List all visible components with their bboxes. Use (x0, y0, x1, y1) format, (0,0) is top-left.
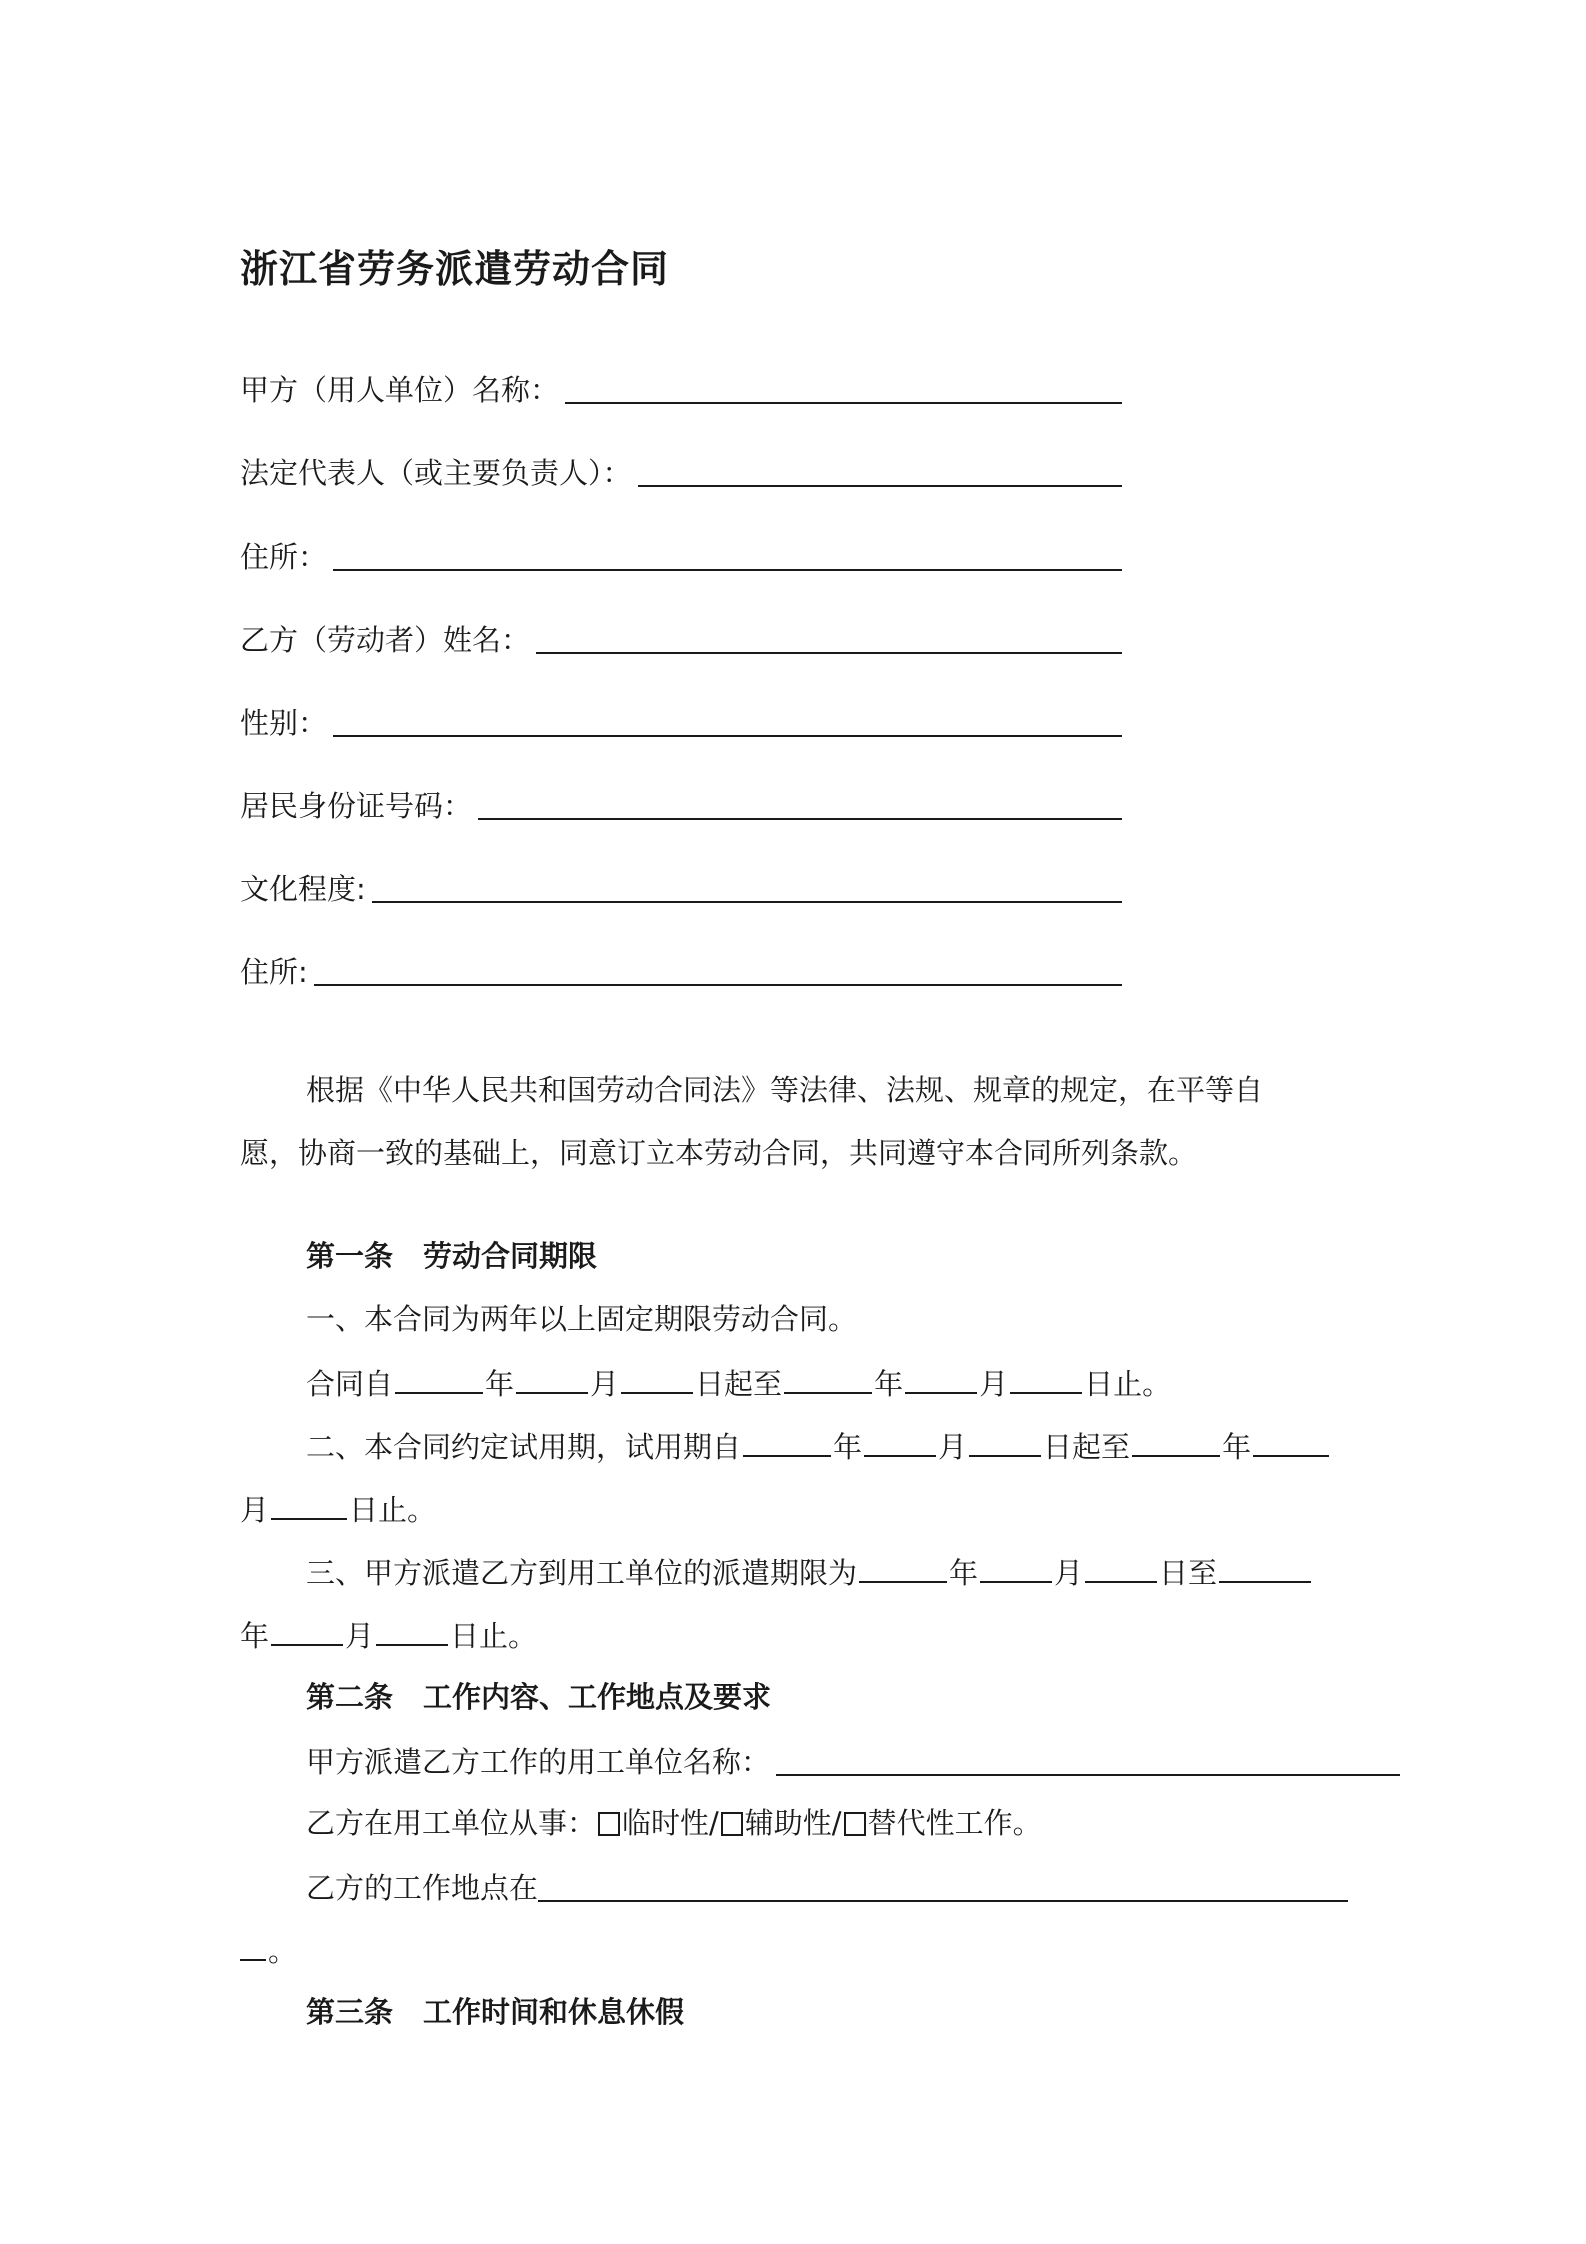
article-title: 劳动合同期限 (423, 1239, 598, 1273)
blank-location-continued[interactable] (240, 1929, 266, 1961)
substitute-checkbox[interactable] (844, 1812, 866, 1836)
blank-dispatch-start-day[interactable] (1085, 1551, 1157, 1583)
contract-term-line: 合同自 年 月 日起至 年 月 日止。 (306, 1362, 1171, 1404)
blank-probation-start-year[interactable] (743, 1425, 831, 1457)
work-location-continuation: 。 (240, 1929, 297, 1971)
blank-probation-start-month[interactable] (864, 1425, 936, 1457)
article-1-heading (306, 1236, 597, 1276)
blank-end-year[interactable] (784, 1362, 872, 1394)
work-nature-line: 乙方在用工单位从事： 临时性/ 辅助性/ 替代性工作。 (306, 1806, 1042, 1840)
field-label: 性别： (240, 706, 328, 740)
blank-probation-end-year[interactable] (1132, 1425, 1220, 1457)
blank-start-day[interactable] (621, 1362, 693, 1394)
fill-in-line[interactable] (638, 455, 1122, 487)
fill-in-line[interactable] (333, 539, 1122, 571)
field-label: 甲方（用人单位）名称： (240, 373, 560, 407)
blank-probation-end-day[interactable] (271, 1488, 347, 1520)
worker-name-field (240, 614, 1122, 660)
work-location-field (306, 1862, 1348, 1908)
worker-address-field (240, 946, 1122, 992)
employing-unit-field (306, 1736, 1400, 1782)
blank-end-day[interactable] (1010, 1362, 1082, 1394)
article-2-heading (306, 1677, 771, 1717)
probation-line-1: 二、本合同约定试用期，试用期自 年 月 日起至 年 (306, 1425, 1331, 1467)
field-label: 乙方（劳动者）姓名： (240, 623, 531, 657)
dispatch-term-line-2: 年 月 日止。 (240, 1614, 537, 1656)
field-label: 居民身份证号码： (240, 789, 473, 823)
fill-in-line[interactable] (538, 1870, 1348, 1902)
blank-dispatch-end-day[interactable] (376, 1614, 448, 1646)
fill-in-line[interactable] (333, 705, 1122, 737)
blank-probation-start-day[interactable] (969, 1425, 1041, 1457)
fill-in-line[interactable] (314, 954, 1122, 986)
blank-end-month[interactable] (905, 1362, 977, 1394)
blank-start-month[interactable] (516, 1362, 588, 1394)
id-number-field (240, 780, 1122, 826)
field-label: 文化程度: (240, 872, 366, 906)
blank-dispatch-end-year[interactable] (1219, 1551, 1311, 1583)
article-number: 第三条 (306, 1995, 394, 2029)
temporary-checkbox[interactable] (598, 1812, 620, 1836)
auxiliary-checkbox[interactable] (721, 1812, 743, 1836)
fill-in-line[interactable] (478, 788, 1122, 820)
education-field (240, 863, 1122, 909)
legal-representative-field (240, 447, 1122, 493)
preamble-line-1: 根据《中华人民共和国劳动合同法》等法律、法规、规章的规定，在平等自 (306, 1073, 1264, 1107)
blank-start-year[interactable] (395, 1362, 483, 1394)
article-title: 工作内容、工作地点及要求 (423, 1680, 772, 1714)
field-label: 住所: (240, 955, 308, 989)
gender-field (240, 697, 1122, 743)
preamble-line-2: 愿，协商一致的基础上，同意订立本劳动合同，共同遵守本合同所列条款。 (240, 1136, 1198, 1170)
article-number: 第二条 (306, 1680, 394, 1714)
field-label: 甲方派遣乙方工作的用工单位名称： (306, 1745, 771, 1779)
field-label: 乙方的工作地点在 (306, 1871, 539, 1905)
blank-dispatch-end-month[interactable] (271, 1614, 343, 1646)
employer-address-field (240, 531, 1122, 577)
article-title: 工作时间和休息休假 (423, 1995, 685, 2029)
blank-probation-end-month[interactable] (1253, 1425, 1329, 1457)
fill-in-line[interactable] (776, 1744, 1400, 1776)
probation-line-2: 月 日止。 (240, 1488, 436, 1530)
field-label: 法定代表人（或主要负责人）： (240, 456, 632, 490)
article-number: 第一条 (306, 1239, 394, 1273)
blank-dispatch-start-month[interactable] (980, 1551, 1052, 1583)
article-1-item-1: 一、本合同为两年以上固定期限劳动合同。 (306, 1302, 858, 1336)
article-3-heading (306, 1992, 684, 2032)
dispatch-term-line-1: 三、甲方派遣乙方到用工单位的派遣期限为 年 月 日至 (306, 1551, 1313, 1593)
fill-in-line[interactable] (536, 622, 1122, 654)
fill-in-line[interactable] (372, 871, 1122, 903)
field-label: 住所： (240, 540, 328, 574)
document-title: 浙江省劳务派遣劳动合同 (240, 247, 670, 291)
blank-dispatch-start-year[interactable] (859, 1551, 947, 1583)
fill-in-line[interactable] (565, 372, 1122, 404)
employer-name-field (240, 364, 1122, 410)
